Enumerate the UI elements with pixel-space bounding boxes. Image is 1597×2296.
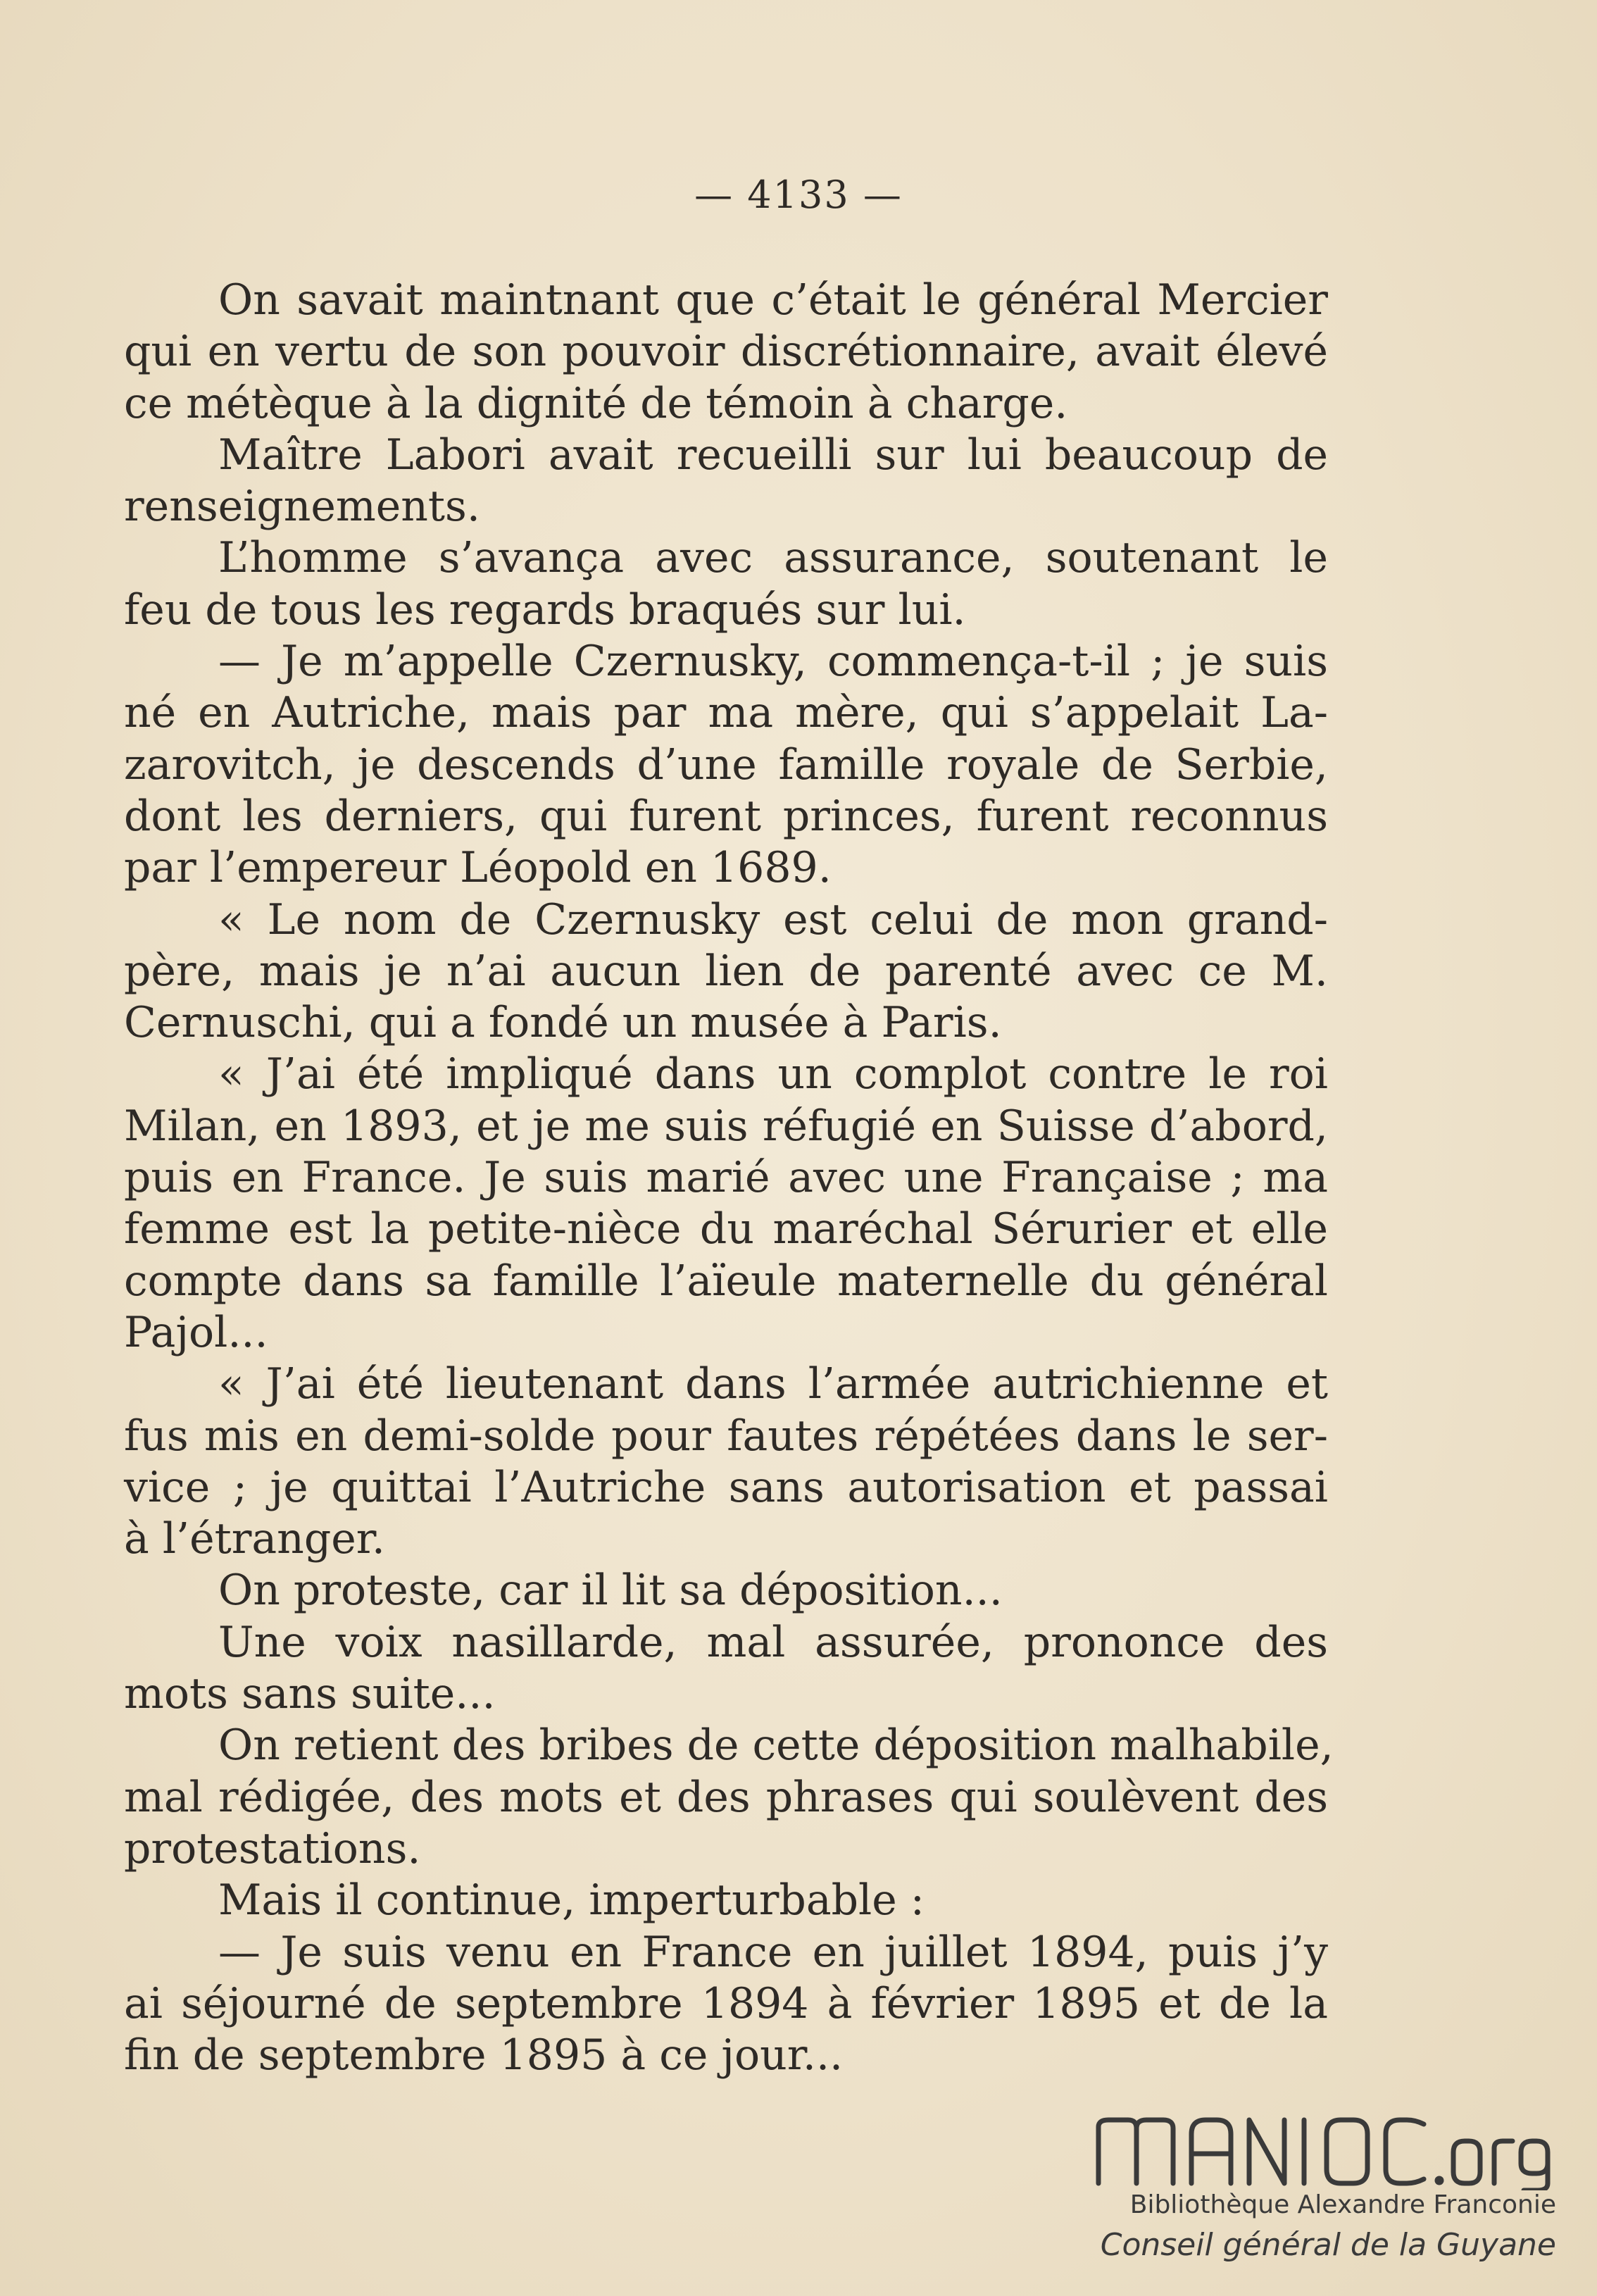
text-line: L’homme s’avança avec assurance, soutenant le bbox=[218, 533, 1328, 583]
council-name: Conseil général de la Guyane bbox=[1100, 2227, 1556, 2263]
text-line: — Je suis venu en France en juillet 1894, puis j’y bbox=[218, 1927, 1328, 1977]
text-line: Mais il continue, imperturbable : bbox=[218, 1876, 925, 1926]
text-line: compte dans sa famille l’aïeule maternelle du général bbox=[124, 1256, 1328, 1306]
body-text bbox=[124, 275, 1334, 2081]
text-line: « J’ai été impliqué dans un complot contre le roi bbox=[218, 1049, 1328, 1099]
text-line: femme est la petite-nièce du maréchal Sérurier et elle bbox=[124, 1204, 1328, 1254]
library-name: Bibliothèque Alexandre Franconie bbox=[1129, 2190, 1556, 2219]
text-line: — Je m’appelle Czernusky, commença-t-il ; je suis bbox=[218, 637, 1328, 687]
text-line: Maître Labori avait recueilli sur lui beaucoup de bbox=[218, 430, 1328, 480]
text-line: né en Autriche, mais par ma mère, qui s’appelait La- bbox=[124, 688, 1328, 738]
text-line: à l’étranger. bbox=[124, 1514, 385, 1564]
text-line: par l’empereur Léopold en 1689. bbox=[124, 843, 832, 893]
text-line: mal rédigée, des mots et des phrases qui soulèvent des bbox=[124, 1772, 1328, 1822]
text-line: Milan, en 1893, et je me suis réfugié en Suisse d’abord, bbox=[124, 1101, 1328, 1151]
text-line: renseignements. bbox=[124, 482, 480, 532]
text-line: mots sans suite... bbox=[124, 1669, 496, 1719]
logo-text bbox=[1091, 2113, 1570, 2190]
text-line: Pajol... bbox=[124, 1307, 268, 1357]
text-line: fus mis en demi-solde pour fautes répétées dans le ser- bbox=[124, 1411, 1328, 1461]
text-line: ce métèque à la dignité de témoin à charge. bbox=[124, 378, 1068, 428]
text-line: père, mais je n’ai aucun lien de parenté avec ce M. bbox=[124, 946, 1328, 996]
text-line: puis en France. Je suis marié avec une Française ; ma bbox=[124, 1153, 1328, 1203]
text-line: On retient des bribes de cette déposition malhabile, bbox=[218, 1721, 1334, 1771]
text-line: On proteste, car il lit sa déposition... bbox=[218, 1566, 1003, 1616]
text-line: dont les derniers, qui furent princes, furent reconnus bbox=[124, 791, 1328, 841]
text-line: « J’ai été lieutenant dans l’armée autrichienne et bbox=[218, 1359, 1328, 1409]
text-line: protestations. bbox=[124, 1823, 421, 1873]
text-line: feu de tous les regards braqués sur lui. bbox=[124, 585, 966, 635]
text-line: Cernuschi, qui a fondé un musée à Paris. bbox=[124, 998, 1002, 1048]
text-line: On savait maintnant que c’était le général Mercier bbox=[218, 275, 1328, 325]
text-line: « Le nom de Czernusky est celui de mon grand- bbox=[218, 894, 1328, 944]
text-line: Une voix nasillarde, mal assurée, prononce des bbox=[218, 1617, 1328, 1667]
page-number: — 4133 — bbox=[694, 173, 903, 217]
text-line: ai séjourné de septembre 1894 à février 1895 et de la bbox=[124, 1978, 1328, 2028]
text-line: fin de septembre 1895 à ce jour... bbox=[124, 2030, 844, 2080]
text-line: qui en vertu de son pouvoir discrétionnaire, avait élevé bbox=[124, 327, 1328, 377]
manioc-watermark bbox=[1077, 2113, 1570, 2282]
text-line: zarovitch, je descends d’une famille royale de Serbie, bbox=[124, 740, 1328, 790]
text-line: vice ; je quittai l’Autriche sans autorisation et passai bbox=[124, 1462, 1328, 1512]
